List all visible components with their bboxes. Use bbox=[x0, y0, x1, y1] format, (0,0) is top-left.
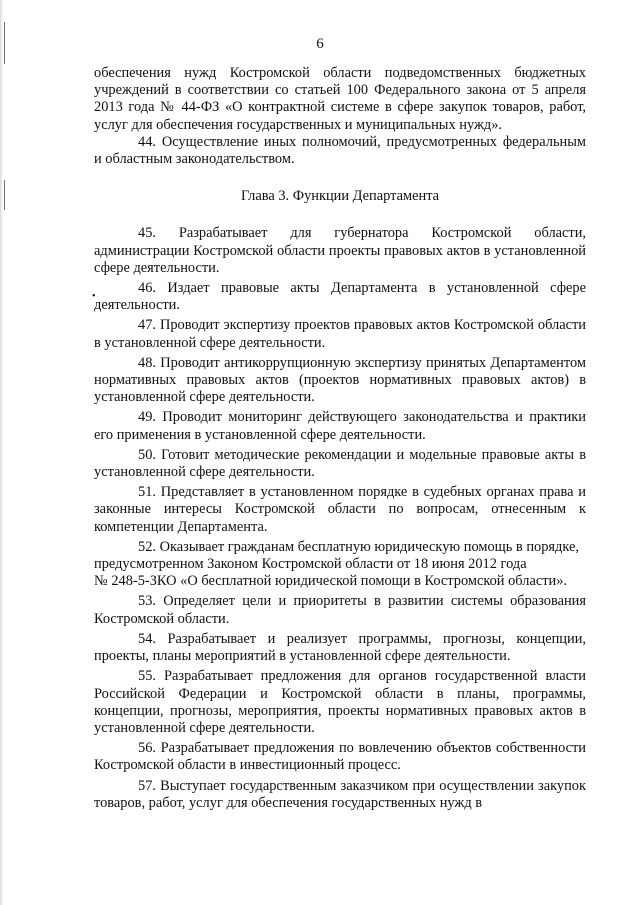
paragraph-50: 50. Готовит методические рекомендации и модельные правовые акты в установленной сфере деятельности. bbox=[94, 446, 586, 481]
scan-edge bbox=[0, 0, 3, 905]
paragraph-52: 52. Оказывает гражданам бесплатную юридическую помощь в порядке, предусмотренном Законом Костромской области от 18 июня 2012 года bbox=[94, 538, 579, 573]
paragraph-55: 55. Разрабатывает предложения для органов государственной власти Российской Федерации и Костромской области в планы, программы, концепции, прогнозы, мероприятия, проекты нормативных правовых актов в установленной сфере деятельности. bbox=[94, 668, 586, 736]
paragraph-48: 48. Проводит антикоррупционную экспертизу принятых Департаментом нормативных правовых актов (проектов нормативных правовых актов) в установленной сфере деятельности. bbox=[94, 354, 586, 406]
document-body bbox=[94, 65, 586, 812]
paragraph-57: 57. Выступает государственным заказчиком при осуществлении закупок товаров, работ, услуг для обеспечения государственных нужд в bbox=[94, 777, 586, 811]
paragraph-56: 56. Разрабатывает предложения по вовлечению объектов собственности Костромской области в инвестиционный процесс. bbox=[94, 740, 586, 774]
paragraph-52-continuation: № 248-5-ЗКО «О бесплатной юридической помощи в Костромской области». bbox=[94, 573, 568, 590]
stray-dot: • bbox=[92, 291, 96, 302]
chapter-title: Глава 3. Функции Департамента bbox=[240, 188, 440, 205]
paragraph-44: 44. Осуществление иных полномочий, предусмотренных федеральным и областным законодательством. bbox=[94, 133, 586, 168]
page-number: 6 bbox=[316, 36, 324, 52]
paragraph-47: 47. Проводит экспертизу проектов правовых актов Костромской области в установленной сфере деятельности. bbox=[94, 317, 586, 351]
paragraph-45: 45. Разрабатывает для губернатора Костромской области, администрации Костромской области проекты правовых актов в установленной сфере деятельности. bbox=[94, 225, 586, 276]
paragraph-49: 49. Проводит мониторинг действующего законодательства и практики его применения в установленной сфере деятельности. bbox=[94, 409, 586, 443]
scan-mark bbox=[4, 180, 5, 210]
paragraph-53: 53. Определяет цели и приоритеты в развитии системы образования Костромской области. bbox=[94, 593, 586, 627]
paragraph-51: 51. Представляет в установленном порядке в судебных органах права и законные интересы Костромской области по вопросам, отнесенным к компетенции Департамента. bbox=[94, 484, 586, 535]
paragraph-54: 54. Разрабатывает и реализует программы, прогнозы, концепции, проекты, планы мероприятий в установленной сфере деятельности. bbox=[94, 630, 586, 665]
paragraph-continuation: обеспечения нужд Костромской области подведомственных бюджетных учреждений в соответствии со статьей 100 Федерального закона от 5 апреля 2013 года № 44-ФЗ «О контрактной системе в сфере закупок товаров, работ, услуг для обеспечения государственных и муниципальных нужд». bbox=[94, 65, 586, 133]
paragraph-46: 46. Издает правовые акты Департамента в установленной сфере деятельности. bbox=[94, 280, 586, 314]
